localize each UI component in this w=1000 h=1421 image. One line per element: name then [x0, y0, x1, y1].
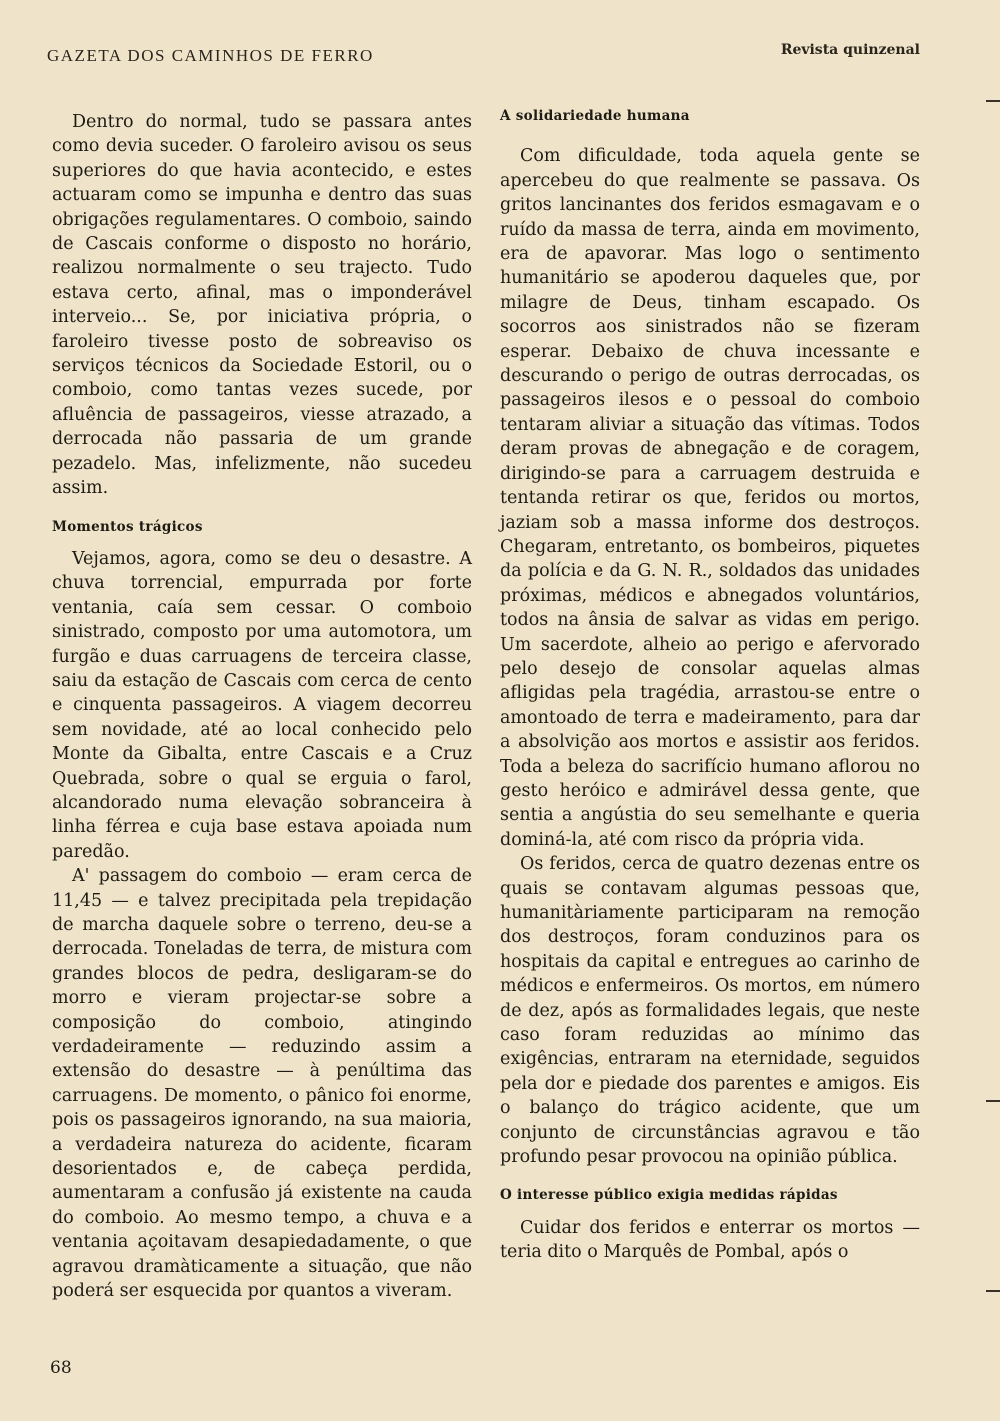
- paragraph: Os feridos, cerca de quatro dezenas entre os quais se contavam algumas pessoas que, humanitàriamente participaram na remoção dos destroços, foram conduzinos para os hospitais da capital e entregues ao carinho de médicos e enfermeiros. Os mortos, em número de dez, após as formalidades legais, que neste caso foram reduzidas ao mínimo das exigências, entraram na eternidade, seguidos pela dor e piedade dos parentes e amigos. Eis o balanço do trágico acidente, que um conjunto de circunstâncias agravou e tão profundo pesar provocou na opinião pública.: [500, 854, 920, 1168]
- paragraph: A' passagem do comboio — eram cerca de 11,45 — e talvez precipitada pela trepidação de marcha daquele sobre o terreno, deu-se a derrocada. Toneladas de terra, de mistura com grandes blocos de pedra, desligaram-se do morro e vieram projectar-se sobre a composição do comboio, atingindo verdadeiramente — reduzindo assim a extensão do desastre — à penúltima das carruagens. De momento, o pânico foi enorme, pois os passageiros ignorando, na sua maioria, a verdadeira natureza do acidente, ficaram desorientados e, de cabeça perdida, aumentaram a confusão já existente na cauda do comboio. Ao mesmo tempo, a chuva e a ventania açoitavam desapiedadamente, o que agravou dramàticamente a situação, que não poderá ser esquecida por quantos a viveram.: [52, 866, 472, 1302]
- page-number: 68: [50, 1358, 72, 1378]
- publication-title: GAZETA DOS CAMINHOS DE FERRO: [47, 46, 374, 65]
- paragraph: Vejamos, agora, como se deu o desastre. A chuva torrencial, empurrada por forte ventania, caía sem cessar. O comboio sinistrado, composto por uma automotora, um furgão e duas carruagens de terceira classe, saiu da estação de Cascais com cerca de cento e cinquenta passageiros. A viagem decorreu sem novidade, até ao local conhecido pelo Monte da Gibalta, entre Cascais e a Cruz Quebrada, sobre o qual se erguia o farol, alcandorado numa elevação sobranceira à linha férrea e cuja base estava apoiada num paredão.: [52, 548, 472, 862]
- paragraph: Cuidar dos feridos e enterrar os mortos — teria dito o Marquês de Pombal, após o: [500, 1217, 920, 1263]
- section-heading-interesse-publico: O interesse público exigia medidas rápidas: [500, 1187, 838, 1204]
- margin-mark: [986, 100, 1000, 102]
- margin-mark: [986, 1290, 1000, 1292]
- paragraph: Com dificuldade, toda aquela gente se apercebeu do que realmente se passava. Os gritos lancinantes dos feridos esmagavam e o ruído da massa de terra, ainda em movimento, era de apavorar. Mas logo o sentimento humanitário se apoderou daqueles que, por milagre de Deus, tinham escapado. Os socorros aos sinistrados não se fizeram esperar. Debaixo de chuva incessante e descurando o perigo de outras derrocadas, os passageiros ilesos e o pessoal do comboio tentaram aliviar a situação das vítimas. Todos deram provas de abnegação e de coragem, dirigindo-se para a carruagem destruida e tentanda retirar os que, feridos ou mortos, jaziam sob a massa informe dos destroços. Chegaram, entretanto, os bombeiros, piquetes da polícia e da G. N. R., soldados das unidades próximas, médicos e abnegados voluntários, todos na ânsia de salvar as vidas em perigo. Um sacerdote, alheio ao perigo e afervorado pelo desejo de consolar aquelas almas afligidas pela tragédia, arrastou-se entre o amontoado de terra e madeiramento, para dar a absolvição aos mortos e assistir aos feridos. Toda a beleza do sacrifício humano aflorou no gesto heróico e admirável dessa gente, que sentia a angústia do seu semelhante e queria dominá-la, até com risco da própria vida.: [500, 146, 920, 850]
- publication-frequency: Revista quinzenal: [780, 42, 920, 58]
- left-column: [52, 110, 472, 1304]
- paragraph: Dentro do normal, tudo se passara antes como devia suceder. O faroleiro avisou os seus superiores do que havia acontecido, e estes actuaram como se impunha e dentro das suas obrigações regulamentares. O comboio, saindo de Cascais conforme o disposto no horário, realizou normalmente o seu trajecto. Tudo estava certo, afinal, mas o imponderável interveio... Se, por iniciativa própria, o faroleiro tivesse posto de sobreaviso os serviços técnicos da Sociedade Estoril, ou o comboio, como tantas vezes sucede, por afluência de passageiros, viesse atrazado, a derrocada não passaria de um grande pezadelo. Mas, infelizmente, não sucedeu assim.: [52, 112, 472, 499]
- margin-mark: [986, 1100, 1000, 1102]
- section-heading-solidariedade: A solidariedade humana: [500, 108, 690, 124]
- right-column: [500, 104, 920, 1265]
- section-heading-momentos-tragicos: Momentos trágicos: [52, 518, 203, 535]
